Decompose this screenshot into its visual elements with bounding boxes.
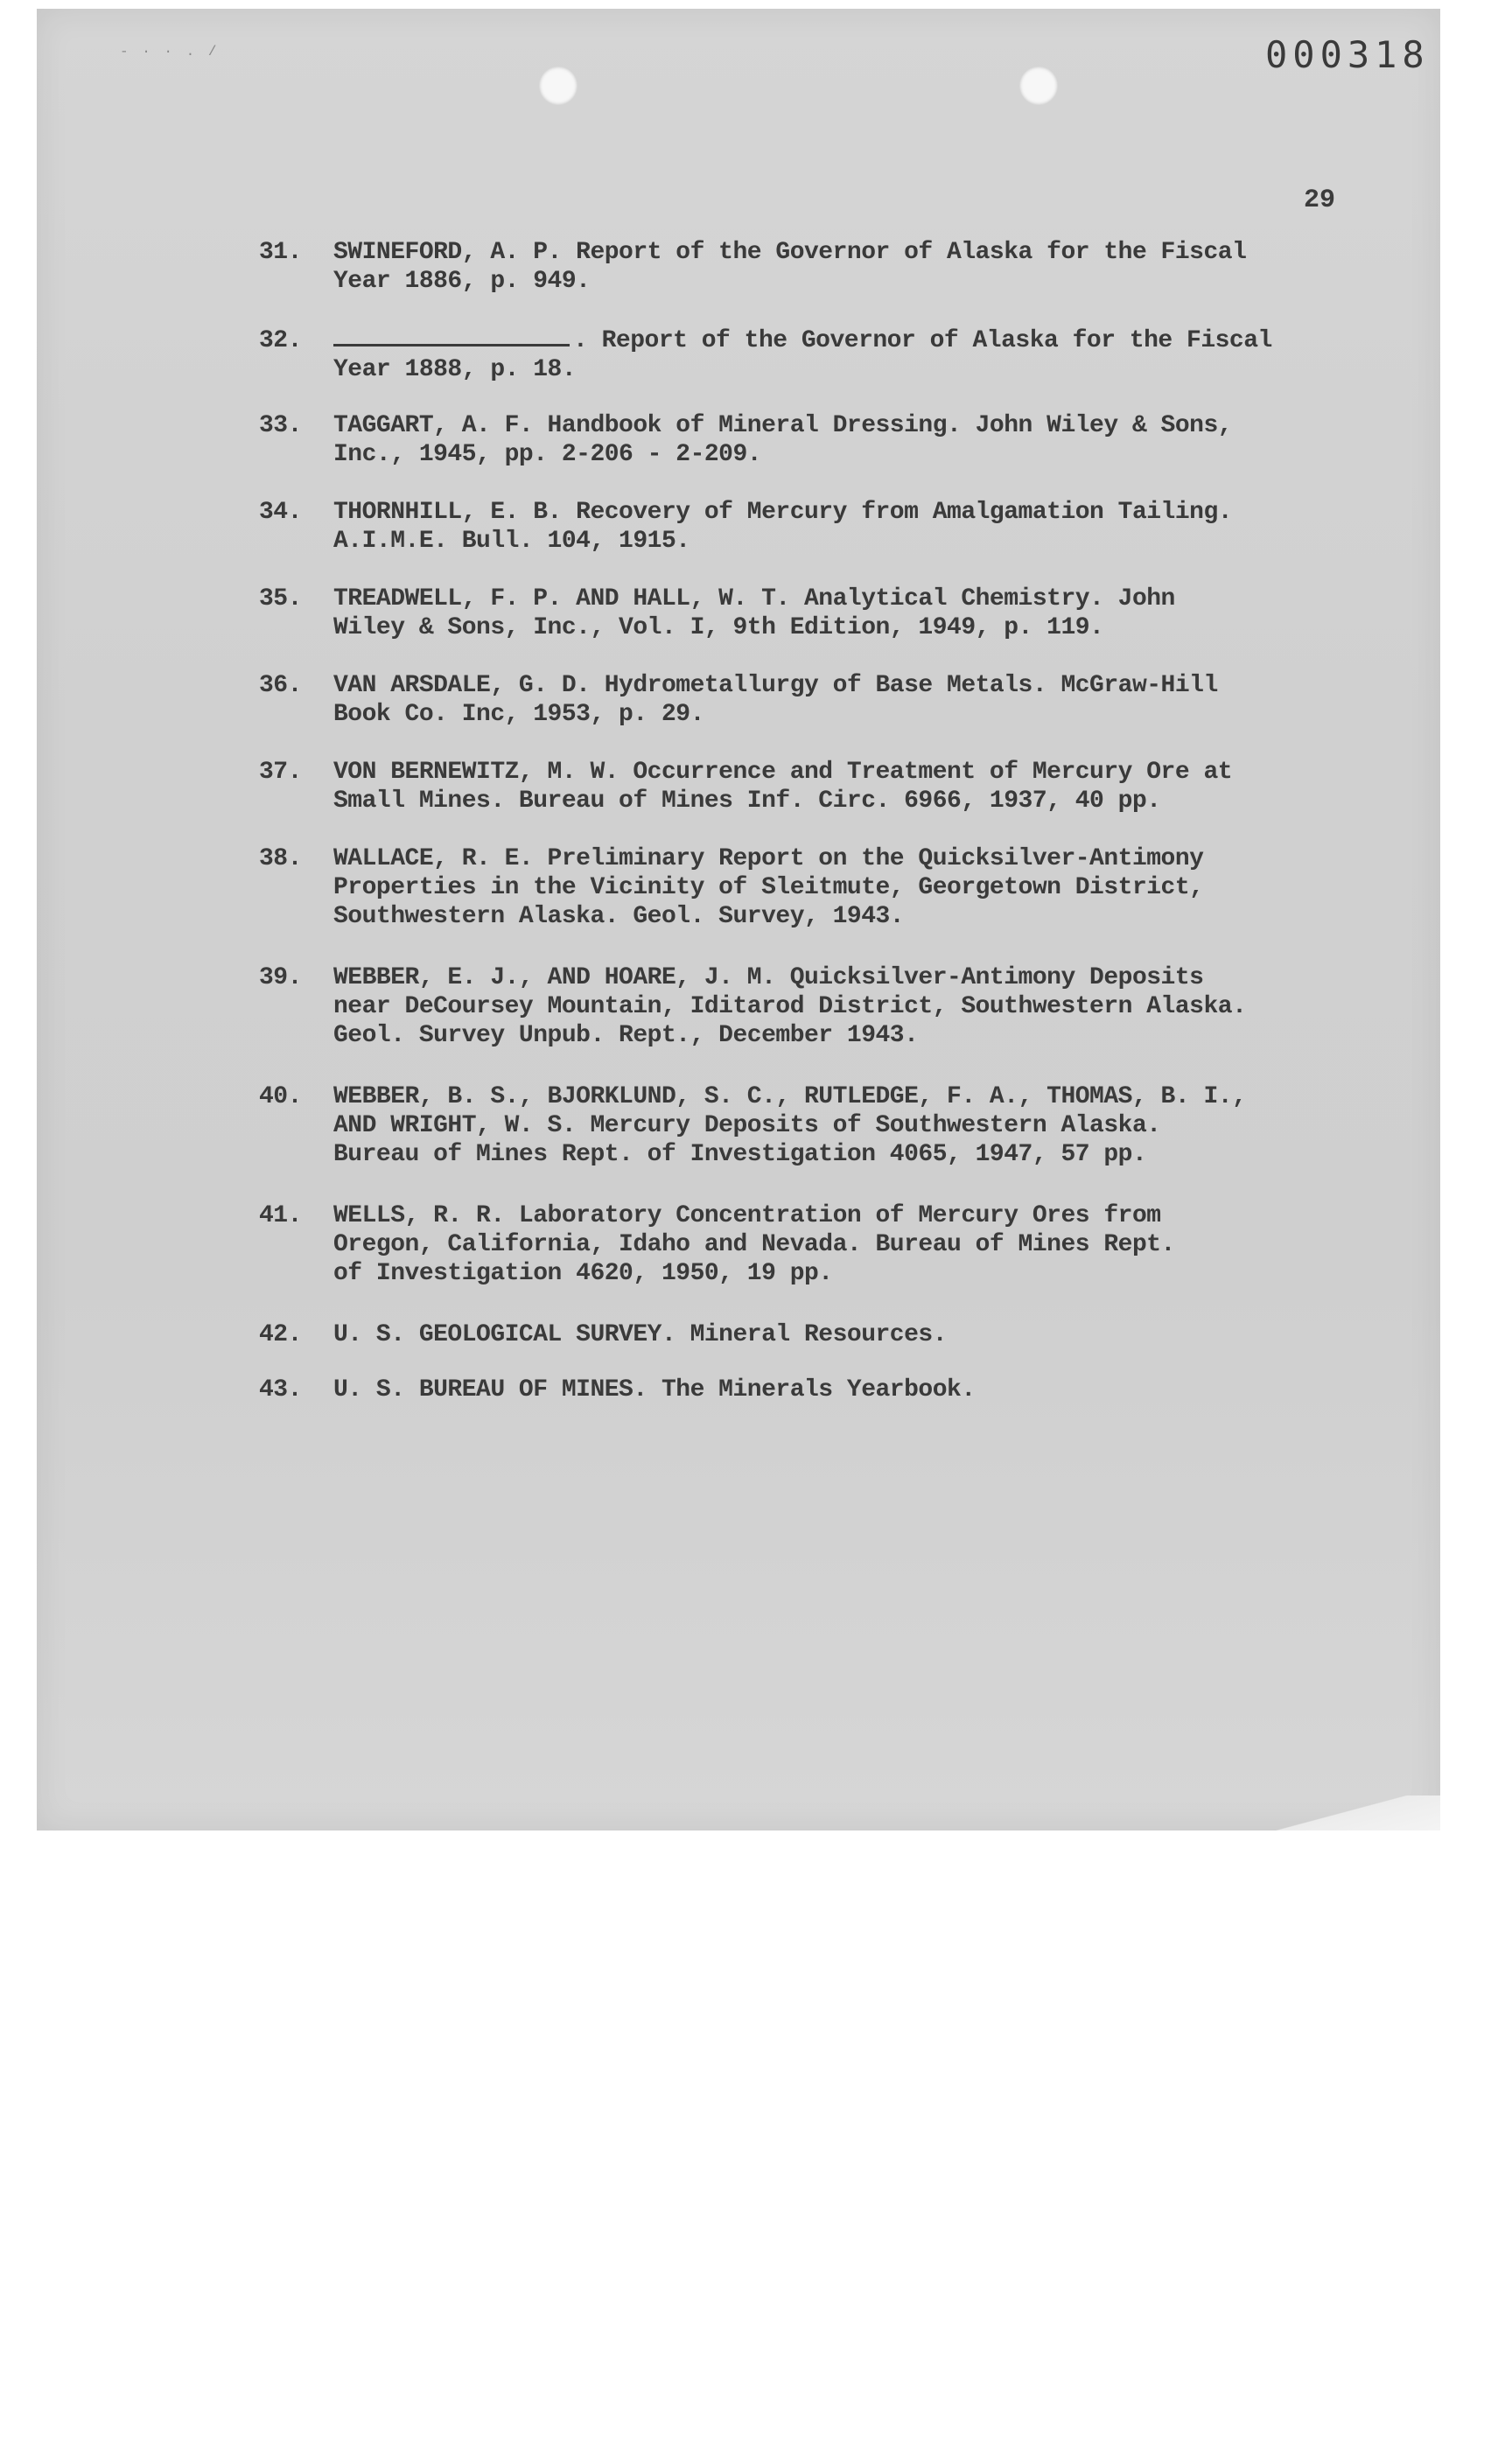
reference-text: WEBBER, B. S., BJORKLUND, S. C., RUTLEDGE, F. A., THOMAS, B. I., AND WRIGHT, W. S. Mercury Deposits of Southwestern Alaska. Bureau of Mines Rept. of Investigation 4065, 1947, 57 pp. (333, 1083, 1247, 1168)
reference-number: 35. (259, 585, 302, 612)
reference-text: U. S. BUREAU OF MINES. The Minerals Yearbook. (333, 1376, 976, 1404)
reference-item (259, 844, 1300, 931)
reference-text: SWINEFORD, A. P. Report of the Governor of Alaska for the Fiscal Year 1886, p. 949. (333, 239, 1247, 295)
reference-text: WEBBER, E. J., AND HOARE, J. M. Quicksilver-Antimony Deposits near DeCoursey Mountain, Iditarod District, Southwestern Alaska. Geol. Survey Unpub. Rept., December 1943. (333, 964, 1247, 1049)
reference-text-container (333, 326, 1300, 384)
reference-item (259, 326, 1300, 384)
reference-text: WELLS, R. R. Laboratory Concentration of Mercury Ores from Oregon, California, Idaho and Nevada. Bureau of Mines Rept. of Investigation 4620, 1950, 19 pp. (333, 1202, 1175, 1287)
archive-stamp-number: 000318 (1265, 33, 1430, 76)
reference-item (259, 1320, 1300, 1349)
reference-item (259, 671, 1300, 729)
reference-number: 32. (259, 327, 302, 354)
page-number: 29 (1304, 186, 1336, 215)
reference-item (259, 1082, 1300, 1169)
reference-text: WALLACE, R. E. Preliminary Report on the Quicksilver-Antimony Properties in the Vicinity of Sleitmute, Georgetown District, Southwestern Alaska. Geol. Survey, 1943. (333, 845, 1204, 930)
reference-number: 43. (259, 1376, 302, 1404)
reference-item (259, 498, 1300, 556)
reference-item (259, 1376, 1300, 1404)
reference-number: 33. (259, 412, 302, 439)
reference-text: VAN ARSDALE, G. D. Hydrometallurgy of Base Metals. McGraw-Hill Book Co. Inc, 1953, p. 29. (333, 672, 1218, 728)
reference-item (259, 584, 1300, 642)
reference-number: 38. (259, 845, 302, 872)
reference-item (259, 411, 1300, 469)
reference-item (259, 1201, 1300, 1288)
ditto-period: . (573, 327, 588, 354)
reference-text: VON BERNEWITZ, M. W. Occurrence and Treatment of Mercury Ore at Small Mines. Bureau of Mines Inf. Circ. 6966, 1937, 40 pp. (333, 759, 1233, 815)
reference-list (259, 238, 1300, 1404)
reference-number: 42. (259, 1321, 302, 1348)
reference-number: 34. (259, 499, 302, 526)
reference-item (259, 758, 1300, 816)
reference-text: Report of the Governor of Alaska for the Fiscal Year 1888, p. 18. (333, 327, 1272, 383)
reference-text: TREADWELL, F. P. AND HALL, W. T. Analytical Chemistry. John Wiley & Sons, Inc., Vol. I, 9th Edition, 1949, p. 119. (333, 585, 1175, 641)
punch-hole-right (1019, 66, 1058, 105)
reference-item (259, 963, 1300, 1050)
reference-text: THORNHILL, E. B. Recovery of Mercury from Amalgamation Tailing. A.I.M.E. Bull. 104, 1915. (333, 499, 1233, 555)
punch-hole-left (539, 66, 578, 105)
reference-text: TAGGART, A. F. Handbook of Mineral Dressing. John Wiley & Sons, Inc., 1945, pp. 2-206 - 2-209. (333, 412, 1233, 468)
reference-item (259, 238, 1300, 296)
stray-pencil-mark: - · · . / (120, 44, 220, 60)
reference-number: 41. (259, 1202, 302, 1229)
reference-number: 37. (259, 759, 302, 786)
paper-curl (1239, 1796, 1440, 1830)
reference-number: 40. (259, 1083, 302, 1110)
ditto-author-line (333, 344, 570, 346)
reference-number: 39. (259, 964, 302, 991)
reference-number: 31. (259, 239, 302, 266)
reference-number: 36. (259, 672, 302, 699)
reference-text: U. S. GEOLOGICAL SURVEY. Mineral Resources. (333, 1321, 948, 1348)
